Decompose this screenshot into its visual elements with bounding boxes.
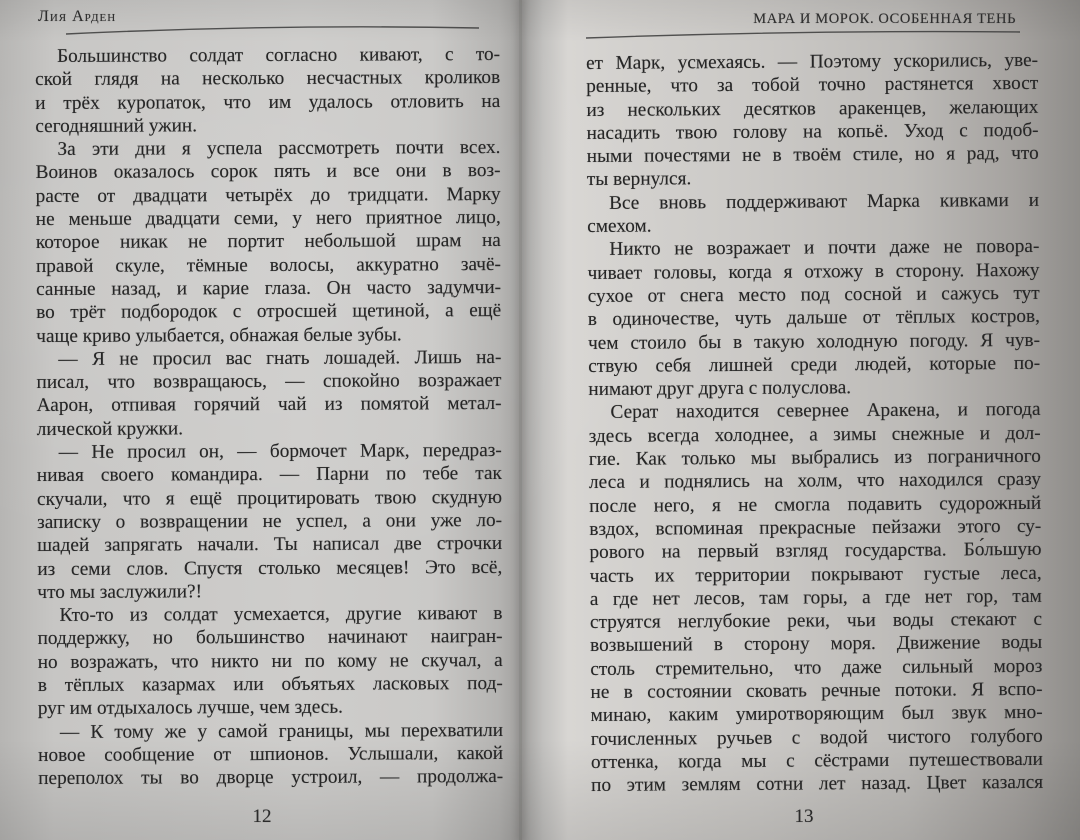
text-line: вздох, вспоминая прекрасные пейзажи этого су- <box>589 515 1042 540</box>
text-line: чаще криво улыбается, обнажая белые зубы. <box>36 323 402 347</box>
left-page <box>0 0 520 840</box>
right-page-body-text <box>586 49 1043 798</box>
text-line: новое сообщение от шпионов. Услышали, какой <box>38 742 504 766</box>
text-line: поддержку, но большинство начинают наигран- <box>37 626 503 650</box>
text-line: а где нет лесов, там горы, а где нет гор, там <box>589 585 1042 610</box>
text-line: струятся неглубокие реки, чьи воды стекают с <box>589 608 1043 634</box>
text-line: — К тому же у самой границы, мы перехватили <box>59 719 504 743</box>
text-line: лической кружки. <box>36 418 184 440</box>
page-number-left: 12 <box>252 806 272 827</box>
text-line: ствую себя лишней среди людей, которые по- <box>588 352 1041 377</box>
text-line: ты вернулся. <box>586 168 692 191</box>
text-line: сегодняшний ужин. <box>35 115 198 137</box>
text-line: руг им отдыхалось лучше, чем здесь. <box>37 696 343 720</box>
text-line: писал, что возвращаюсь, — спокойно возражает <box>36 370 502 394</box>
text-line: Никто не возражает и почти даже не повора- <box>609 236 1040 261</box>
text-line: что мы заслужили?! <box>37 581 203 603</box>
text-line: нимают друг друга с полуслова. <box>588 377 852 401</box>
running-header-title: МАРА И МОРОК. ОСОБЕННАЯ ТЕНЬ <box>753 11 1016 27</box>
text-line: сухое от снега место под сосной и сажусь тут <box>587 282 1040 307</box>
text-line: и трёх куропаток, что им удалось отловить на <box>35 90 501 114</box>
text-line: расте от двадцати четырёх до тридцати. Марку <box>35 183 501 207</box>
text-line: Все вновь поддерживают Марка кивками и <box>608 189 1040 214</box>
text-line: из семи слов. Спустя столько месяцев! Это всё, <box>37 556 503 580</box>
text-line: нивая своего командира. — Парни по тебе так <box>36 463 502 487</box>
text-line: по этим землям сотни лет назад. Цвет казался <box>591 772 1044 797</box>
page-number-right: 13 <box>794 806 814 827</box>
text-line: возвышений в сторону моря. Движение воды <box>590 632 1043 657</box>
text-line: смехом. <box>587 215 652 238</box>
text-line: оттенка, когда мы с сёстрами путешествовали <box>590 748 1044 773</box>
text-line: Серат находится севернее Аракена, и погода <box>610 399 1041 424</box>
text-line: во трёт подбородок с отросшей щетиной, а ещё <box>36 300 502 324</box>
text-line: из нескольких десятков аракенцев, желающих <box>586 96 1039 121</box>
text-line: скучали, что я ещё процитировать твою скудную <box>36 486 503 510</box>
text-line: насадить твою голову на копьё. Уход с подоб- <box>586 119 1039 144</box>
text-line: гие. Как только мы выбрались из пограничного <box>588 445 1041 471</box>
text-line: Аарон, отпивая горячий чай из помятой метал- <box>36 393 502 417</box>
text-line: гочисленных ручьев с водой чистого голубого <box>590 725 1043 750</box>
text-line: не меньше двадцати семи, у него приятное лицо, <box>35 207 501 231</box>
text-line: минаю, каким умиротворяющим был звук мно- <box>590 702 1043 727</box>
text-line: шадей запрягать начали. Ты написал две строчки <box>37 533 503 557</box>
text-line: столь стремительно, что даже сильный мороз <box>590 655 1043 680</box>
left-page-body-text <box>35 43 503 791</box>
text-line: но возражать, что никто ни по кому не скучал, а <box>37 649 503 673</box>
text-line: — Я не просил вас гнать лошадей. Лишь на- <box>58 346 502 370</box>
text-line: которое никак не портит небольшой шрам на <box>35 230 501 254</box>
text-line: правой скуле, тёмные волосы, аккуратно зачё- <box>35 253 502 277</box>
text-line: после него, я не смогла подавить судорожный <box>589 492 1042 517</box>
right-page <box>556 0 1080 840</box>
running-header-author: Лия Арден <box>38 8 117 25</box>
text-line: ет Марк, усмехаясь. — Поэтому ускорились, уве- <box>586 49 1039 74</box>
text-line: чивает головы, когда я отхожу в сторону. Нахожу <box>587 259 1040 284</box>
text-line: — Не просил он, — бормочет Марк, передраз- <box>58 440 502 463</box>
text-line: За эти дни я успела рассмотреть почти всех. <box>57 137 501 161</box>
text-line: ными почестями не в твоём стиле, но я рад, что <box>586 143 1039 168</box>
text-line: в тёплых казармах или объятьях ласковых под- <box>37 672 503 697</box>
text-line: чем стоило бы в такую холодную погоду. Я чув- <box>587 329 1041 354</box>
text-line: записку о возвращении не успел, а они уже ло- <box>37 509 503 533</box>
text-line: Большинство солдат согласно кивают, с то- <box>57 43 501 67</box>
text-line: ренные, что за тобой точно растянется хвост <box>586 73 1039 98</box>
text-line: часть их территории покрывают густые леса, <box>589 562 1042 587</box>
text-line: в одиночестве, чуть дальше от тёплых костров, <box>587 306 1040 331</box>
text-line: санные назад, и карие глаза. Он часто задумчи- <box>36 276 502 300</box>
text-line: леса и поднялись на холм, что находился сразу <box>588 469 1042 494</box>
text-line: рового на первый взгляд государства. Бо́льшую <box>589 539 1042 564</box>
text-line: не в состоянии сковать речные потоки. Я вспо- <box>590 678 1043 703</box>
text-line: ской глядя на несколько несчастных кроликов <box>35 67 501 91</box>
text-line: здесь всегда холоднее, а зимы снежные и дол- <box>588 422 1041 447</box>
text-line: переполох ты во дворце устроил, — продолжа- <box>38 766 504 790</box>
text-line: Кто-то из солдат усмехается, другие кивают в <box>59 603 503 627</box>
text-line: Воинов оказалось сорок пять и все они в воз- <box>35 160 501 184</box>
